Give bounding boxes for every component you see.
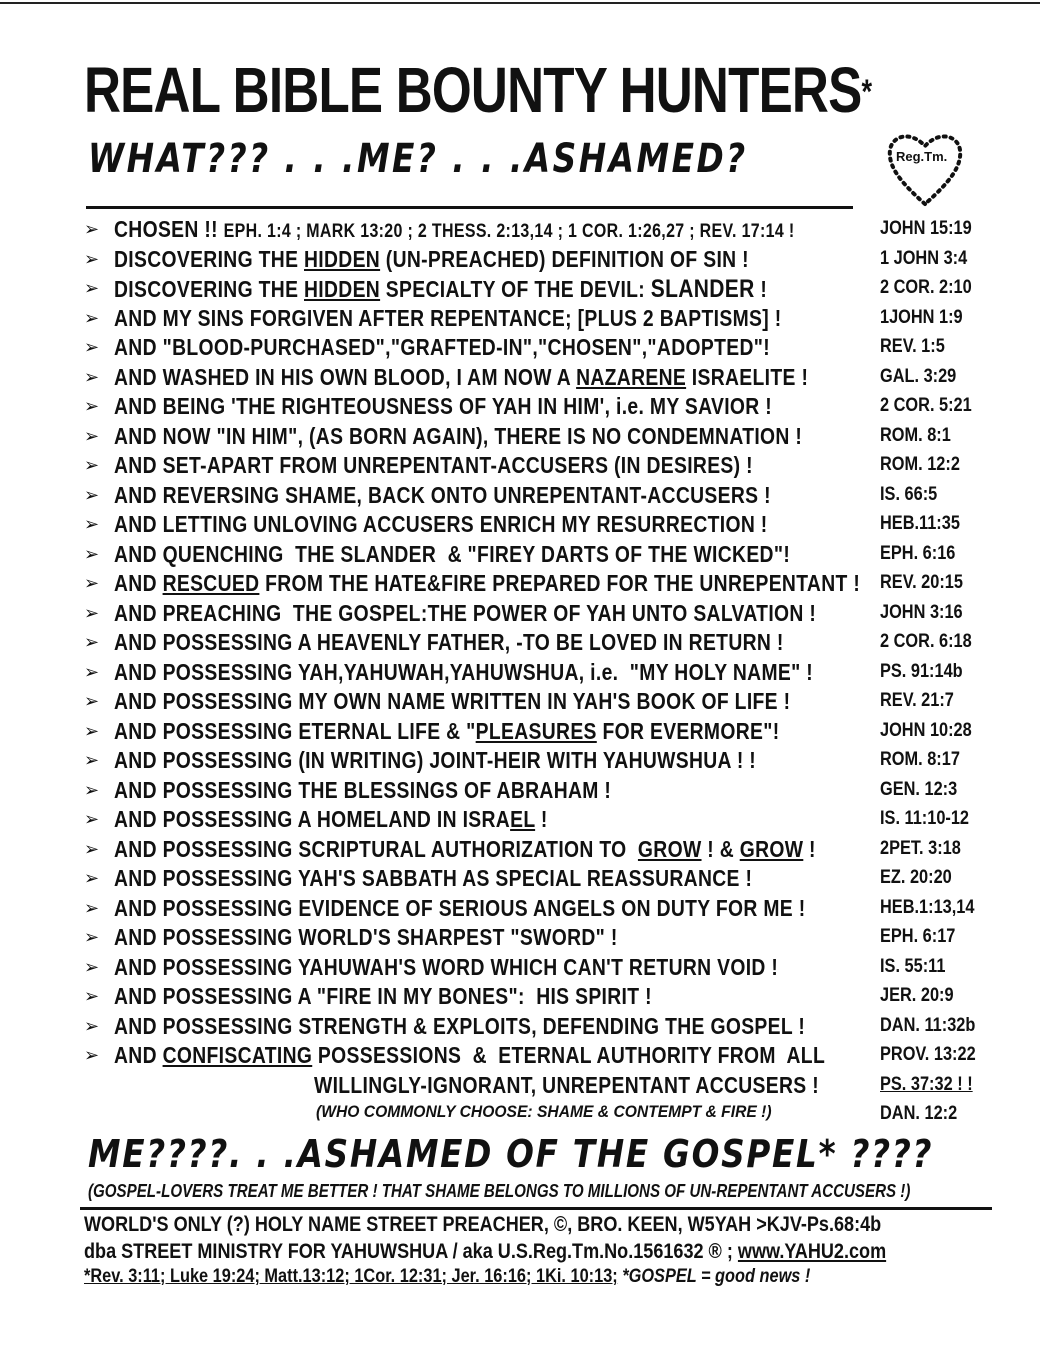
arrow-bullet-icon: ➢ [84,366,100,387]
item-text: AND POSSESSING WORLD'S SHARPEST "SWORD" ! [114,924,618,950]
item-text: AND LETTING UNLOVING ACCUSERS ENRICH MY RESURRECTION ! [114,511,768,537]
item-text: AND "BLOOD-PURCHASED","GRAFTED-IN","CHOSEN","ADOPTED"! [114,334,771,360]
item-reference: 2PET. 3:18 [880,837,961,859]
list-item [84,893,1004,923]
item-reference: EZ. 20:20 [880,867,952,888]
footer-references: *Rev. 3:11; Luke 19:24; Matt.13:12; 1Cor. 12:31; Jer. 16:16; 1Ki. 10:13; [84,1266,618,1287]
continuation-text: WILLINGLY-IGNORANT, UNREPENTANT ACCUSERS ! [314,1071,819,1098]
item-reference: IS. 11:10-12 [880,808,970,829]
arrow-bullet-icon: ➢ [84,632,100,652]
item-text: AND SET-APART FROM UNREPENTANT-ACCUSERS (IN DESIRES) ! [114,452,753,478]
arrow-bullet-icon: ➢ [84,484,100,505]
list-item [84,952,1004,982]
footer-line-2 [84,1240,886,1264]
item-reference: JOHN 3:16 [880,601,963,623]
arrow-bullet-icon: ➢ [84,455,100,475]
page-subtitle: WHAT??? . . .ME? . . .ASHAMED? [88,136,748,182]
arrow-bullet-icon: ➢ [84,927,100,947]
item-text: DISCOVERING THE HIDDEN SPECIALTY OF THE DEVIL: SLANDER ! [114,275,768,303]
item-text: AND QUENCHING THE SLANDER & "FIREY DARTS OF THE WICKED"! [114,540,791,567]
item-text: AND RESCUED FROM THE HATE&FIRE PREPARED FOR THE UNREPENTANT ! [114,570,861,596]
arrow-bullet-icon: ➢ [84,720,100,741]
footer-line-3 [84,1266,810,1288]
arrow-bullet-icon: ➢ [84,897,100,918]
top-border-line [0,2,1040,4]
list-item [84,598,1004,628]
list-item [84,568,1004,598]
bottom-subtitle: (GOSPEL-LOVERS TREAT ME BETTER ! THAT SHAME BELONGS TO MILLIONS OF UN-REPENTANT ACCUSERS !) [88,1181,911,1201]
website-link[interactable]: www.YAHU2.com [737,1240,887,1263]
item-reference: 2 COR. 6:18 [880,631,972,652]
claims-list [84,214,1004,1129]
list-item [84,657,1004,687]
footer-rule [80,1207,992,1210]
footer-ministry: dba STREET MINISTRY FOR YAHUWSHUA / aka U.S.Reg.Tm.No.1561632 ® ; [84,1240,738,1263]
list-item-continuation [84,1070,1004,1100]
arrow-bullet-icon: ➢ [84,691,100,711]
list-item [84,244,1004,274]
item-reference: JOHN 10:28 [880,719,972,741]
list-item [84,863,1004,893]
list-item [84,686,1004,716]
list-item [84,391,1004,421]
arrow-bullet-icon: ➢ [84,602,100,623]
item-text: AND CONFISCATING POSSESSIONS & ETERNAL AUTHORITY FROM ALL [114,1042,826,1068]
title-asterisk: * [861,73,872,111]
item-reference: ROM. 12:2 [880,454,960,475]
item-reference: ROM. 8:17 [880,749,960,770]
list-item [84,804,1004,834]
item-text: AND WASHED IN HIS OWN BLOOD, I AM NOW A NAZARENE ISRAELITE ! [114,363,809,390]
note-reference: DAN. 12:2 [880,1103,958,1124]
bottom-title: ME????. . .ASHAMED OF THE GOSPEL* ???? [88,1132,934,1176]
list-item [84,362,1004,392]
item-text: CHOSEN !! EPH. 1:4 ; MARK 13:20 ; 2 THESS. 2:13,14 ; 1 COR. 1:26,27 ; REV. 17:14 ! [114,216,795,242]
list-item [84,509,1004,539]
item-reference: ROM. 8:1 [880,424,951,446]
list-item [84,922,1004,952]
item-text: AND POSSESSING A "FIRE IN MY BONES": HIS SPIRIT ! [114,983,652,1009]
item-text: DISCOVERING THE HIDDEN (UN-PREACHED) DEFINITION OF SIN ! [114,245,749,272]
item-text: AND POSSESSING EVIDENCE OF SERIOUS ANGELS ON DUTY FOR ME ! [114,894,806,921]
item-text: AND PREACHING THE GOSPEL:THE POWER OF YAH UNTO SALVATION ! [114,599,817,626]
list-item [84,1011,1004,1041]
item-reference: 2 COR. 2:10 [880,277,972,298]
item-text: AND POSSESSING THE BLESSINGS OF ABRAHAM ! [114,776,612,803]
parenthetical-note-row [84,1099,1004,1129]
item-reference: JER. 20:9 [880,985,954,1006]
item-reference: EPH. 6:16 [880,542,956,564]
arrow-bullet-icon: ➢ [84,1015,100,1036]
item-reference: GEN. 12:3 [880,778,958,800]
item-reference: 1 JOHN 3:4 [880,247,968,269]
arrow-bullet-icon: ➢ [84,573,100,593]
item-reference: JOHN 15:19 [880,218,972,239]
item-text: AND POSSESSING YAH'S SABBATH AS SPECIAL REASSURANCE ! [114,865,753,891]
item-reference: IS. 66:5 [880,483,938,505]
arrow-bullet-icon: ➢ [84,838,100,859]
item-reference: GAL. 3:29 [880,365,957,387]
item-text: AND POSSESSING STRENGTH & EXPLOITS, DEFENDING THE GOSPEL ! [114,1012,806,1039]
list-item [84,480,1004,510]
arrow-bullet-icon: ➢ [84,307,100,328]
item-text: AND POSSESSING YAH,YAHUWAH,YAHUWSHUA, i.e. "MY HOLY NAME" ! [114,658,814,685]
list-item [84,716,1004,746]
footer-line-1: WORLD'S ONLY (?) HOLY NAME STREET PREACHER, ©, BRO. KEEN, W5YAH >KJV-Ps.68:4b [84,1213,882,1236]
arrow-bullet-icon: ➢ [84,1045,100,1065]
list-item [84,627,1004,657]
item-text: AND POSSESSING SCRIPTURAL AUTHORIZATION TO GROW ! & GROW ! [114,835,816,862]
header-rule [86,206,853,209]
arrow-bullet-icon: ➢ [84,986,100,1006]
arrow-bullet-icon: ➢ [84,514,100,534]
gospel-definition: *GOSPEL = good news ! [622,1266,811,1287]
item-text: AND BEING 'THE RIGHTEOUSNESS OF YAH IN HIM', i.e. MY SAVIOR ! [114,393,773,419]
item-reference: IS. 55:11 [880,955,946,977]
list-item [84,421,1004,451]
item-reference: REV. 20:15 [880,572,963,593]
item-reference: PROV. 13:22 [880,1044,976,1065]
arrow-bullet-icon: ➢ [84,956,100,977]
reg-tm-label: Reg.Tm. [896,149,948,164]
arrow-bullet-icon: ➢ [84,661,100,682]
arrow-bullet-icon: ➢ [84,750,100,770]
dotted-heart-icon [880,124,970,214]
list-item [84,273,1004,303]
continuation-reference: PS. 37:32 ! ! [880,1073,973,1095]
arrow-bullet-icon: ➢ [84,337,100,357]
list-item [84,450,1004,480]
list-item [84,332,1004,362]
item-text: AND POSSESSING MY OWN NAME WRITTEN IN YAH'S BOOK OF LIFE ! [114,688,791,714]
item-reference: 1JOHN 1:9 [880,306,963,328]
list-item [84,1040,1004,1070]
arrow-bullet-icon: ➢ [84,868,100,888]
list-item [84,981,1004,1011]
list-item [84,539,1004,569]
arrow-bullet-icon: ➢ [84,278,100,298]
item-reference: PS. 91:14b [880,660,963,682]
item-reference: REV. 1:5 [880,336,945,357]
item-reference: HEB.1:13,14 [880,896,975,918]
item-reference: EPH. 6:17 [880,926,956,947]
item-reference: REV. 21:7 [880,690,954,711]
item-text: AND POSSESSING ETERNAL LIFE & "PLEASURES FOR EVERMORE"! [114,717,780,744]
item-text: AND POSSESSING A HEAVENLY FATHER, -TO BE LOVED IN RETURN ! [114,629,784,655]
list-item [84,745,1004,775]
page-title [84,52,872,128]
item-text: AND NOW "IN HIM", (AS BORN AGAIN), THERE IS NO CONDEMNATION ! [114,422,803,449]
item-text: AND MY SINS FORGIVEN AFTER REPENTANCE; [PLUS 2 BAPTISMS] ! [114,304,782,331]
arrow-bullet-icon: ➢ [84,543,100,564]
arrow-bullet-icon: ➢ [84,396,100,416]
arrow-bullet-icon: ➢ [84,219,100,239]
list-item [84,834,1004,864]
item-text: AND POSSESSING (IN WRITING) JOINT-HEIR WITH YAHUWSHUA ! ! [114,747,757,773]
list-item [84,303,1004,333]
parenthetical-note: (WHO COMMONLY CHOOSE: SHAME & CONTEMPT & FIRE !) [316,1102,772,1121]
item-reference: 2 COR. 5:21 [880,395,972,416]
arrow-bullet-icon: ➢ [84,248,100,269]
item-reference: DAN. 11:32b [880,1014,976,1036]
item-text: AND REVERSING SHAME, BACK ONTO UNREPENTANT-ACCUSERS ! [114,481,771,508]
item-reference: HEB.11:35 [880,513,960,534]
item-text: AND POSSESSING YAHUWAH'S WORD WHICH CAN'T RETURN VOID ! [114,953,779,980]
arrow-bullet-icon: ➢ [84,809,100,829]
arrow-bullet-icon: ➢ [84,779,100,800]
title-text: REAL BIBLE BOUNTY HUNTERS [84,54,862,126]
arrow-bullet-icon: ➢ [84,425,100,446]
list-item [84,214,1004,244]
item-text: AND POSSESSING A HOMELAND IN ISRAEL ! [114,806,548,832]
list-item [84,775,1004,805]
